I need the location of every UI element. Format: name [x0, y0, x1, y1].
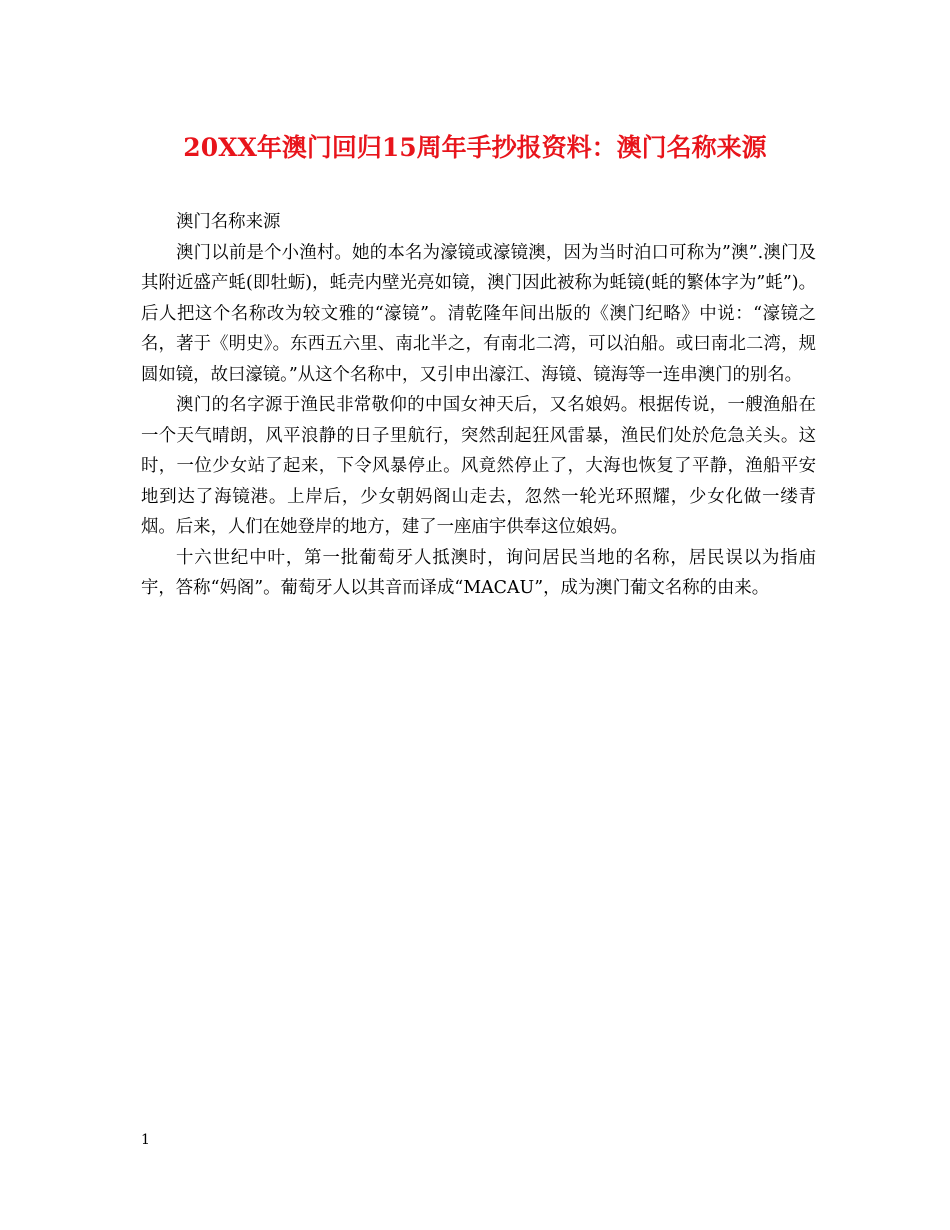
page-number: 1	[141, 1132, 150, 1148]
document-title: 20XX年澳门回归15周年手抄报资料：澳门名称来源	[183, 133, 767, 162]
paragraph-origin-haojing: 澳门以前是个小渔村。她的本名为濠镜或濠镜澳，因为当时泊口可称为”澳”.澳门及其附近盛产蚝(即牡蛎)，蚝壳内壁光亮如镜，澳门因此被称为蚝镜(蚝的繁体字为”蚝”)。后人把这个名称改为较文雅的“濠镜”。清乾隆年间出版的《澳门纪略》中说：“濠镜之名，著于《明史》。东西五六里、南北半之，有南北二湾，可以泊船。或曰南北二湾，规圆如镜，故曰濠镜。”从这个名称中，又引申出濠江、海镜、镜海等一连串澳门的别名。	[141, 242, 816, 385]
document-body	[141, 207, 816, 604]
paragraph-portuguese-name: 十六世纪中叶，第一批葡萄牙人抵澳时，询问居民当地的名称，居民误以为指庙宇，答称“妈阁”。葡萄牙人以其音而译成“MACAU”，成为澳门葡文名称的由来。	[141, 547, 816, 598]
section-subheading: 澳门名称来源	[176, 212, 281, 232]
paragraph-tianhou-legend: 澳门的名字源于渔民非常敬仰的中国女神天后，又名娘妈。根据传说，一艘渔船在一个天气晴朗，风平浪静的日子里航行，突然刮起狂风雷暴，渔民们处於危急关头。这时，一位少女站了起来，下令风暴停止。风竟然停止了，大海也恢复了平静，渔船平安地到达了海镜港。上岸后，少女朝妈阁山走去，忽然一轮光环照耀，少女化做一缕青烟。后来，人们在她登岸的地方，建了一座庙宇供奉这位娘妈。	[141, 395, 816, 537]
